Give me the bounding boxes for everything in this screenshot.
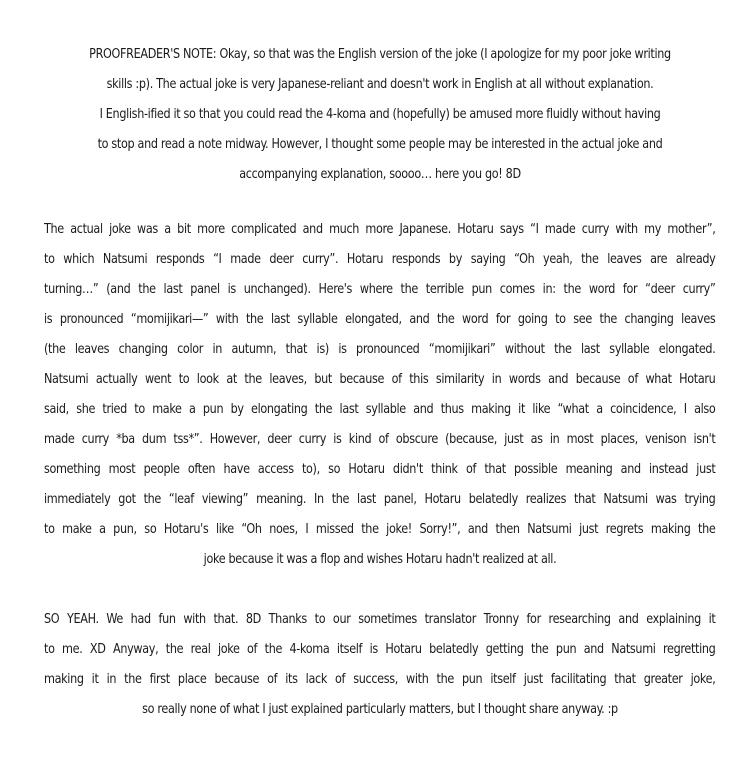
text-line: SO YEAH. We had fun with that. 8D Thanks to our sometimes translator Tronny for researching and explaining it	[44, 612, 716, 627]
text-line: to which Natsumi responds “I made deer curry”. Hotaru responds by saying “Oh yeah, the leaves are already	[44, 252, 716, 267]
text-line: Natsumi actually went to look at the leaves, but because of this similarity in words and because of what Hotaru	[44, 372, 716, 387]
text-line: is pronounced “momijikari—” with the last syllable elongated, and the word for going to see the changing leaves	[44, 312, 716, 327]
text-line: to make a pun, so Hotaru's like “Oh noes, I missed the joke! Sorry!”, and then Natsumi just regrets making the	[44, 522, 716, 537]
paragraph-proofreader-note	[44, 40, 716, 190]
paragraph-joke-explanation	[44, 215, 716, 575]
text-line: The actual joke was a bit more complicated and much more Japanese. Hotaru says “I made curry with my mother”,	[44, 222, 716, 237]
text-line: to me. XD Anyway, the real joke of the 4-koma itself is Hotaru belatedly getting the pun and Natsumi regretting	[44, 642, 716, 657]
text-line: so really none of what I just explained particularly matters, but I thought share anyway. :p	[142, 702, 618, 717]
text-line: I English-ified it so that you could read the 4-koma and (hopefully) be amused more fluidly without having	[99, 107, 661, 122]
text-line: to stop and read a note midway. However, I thought some people may be interested in the actual joke and	[97, 137, 663, 152]
text-line: accompanying explanation, soooo… here you go! 8D	[239, 167, 521, 182]
text-line: turning…” (and the last panel is unchanged). Here's where the terrible pun comes in: the word for “deer curry”	[44, 282, 716, 297]
text-line: (the leaves changing color in autumn, that is) is pronounced “momijikari” without the last syllable elongated.	[44, 342, 716, 357]
text-line: made curry *ba dum tss*”. However, deer curry is kind of obscure (because, just as in most places, venison isn't	[44, 432, 716, 447]
text-line: PROOFREADER'S NOTE: Okay, so that was the English version of the joke (I apologize for my poor joke writing	[89, 47, 671, 62]
text-line: immediately got the “leaf viewing” meaning. In the last panel, Hotaru belatedly realizes that Natsumi was trying	[44, 492, 716, 507]
text-line: joke because it was a flop and wishes Hotaru hadn't realized at all.	[203, 552, 557, 567]
text-line: said, she tried to make a pun by elongating the last syllable and thus making it like “what a coincidence, I also	[44, 402, 716, 417]
text-line: something most people often have access to), so Hotaru didn't think of that possible meaning and instead just	[44, 462, 716, 477]
paragraph-so-yeah	[44, 605, 716, 725]
text-line: skills :p). The actual joke is very Japanese-reliant and doesn't work in English at all without explanation.	[106, 77, 654, 92]
text-line: making it in the first place because of its lack of success, with the pun itself just facilitating that greater joke,	[44, 672, 716, 687]
